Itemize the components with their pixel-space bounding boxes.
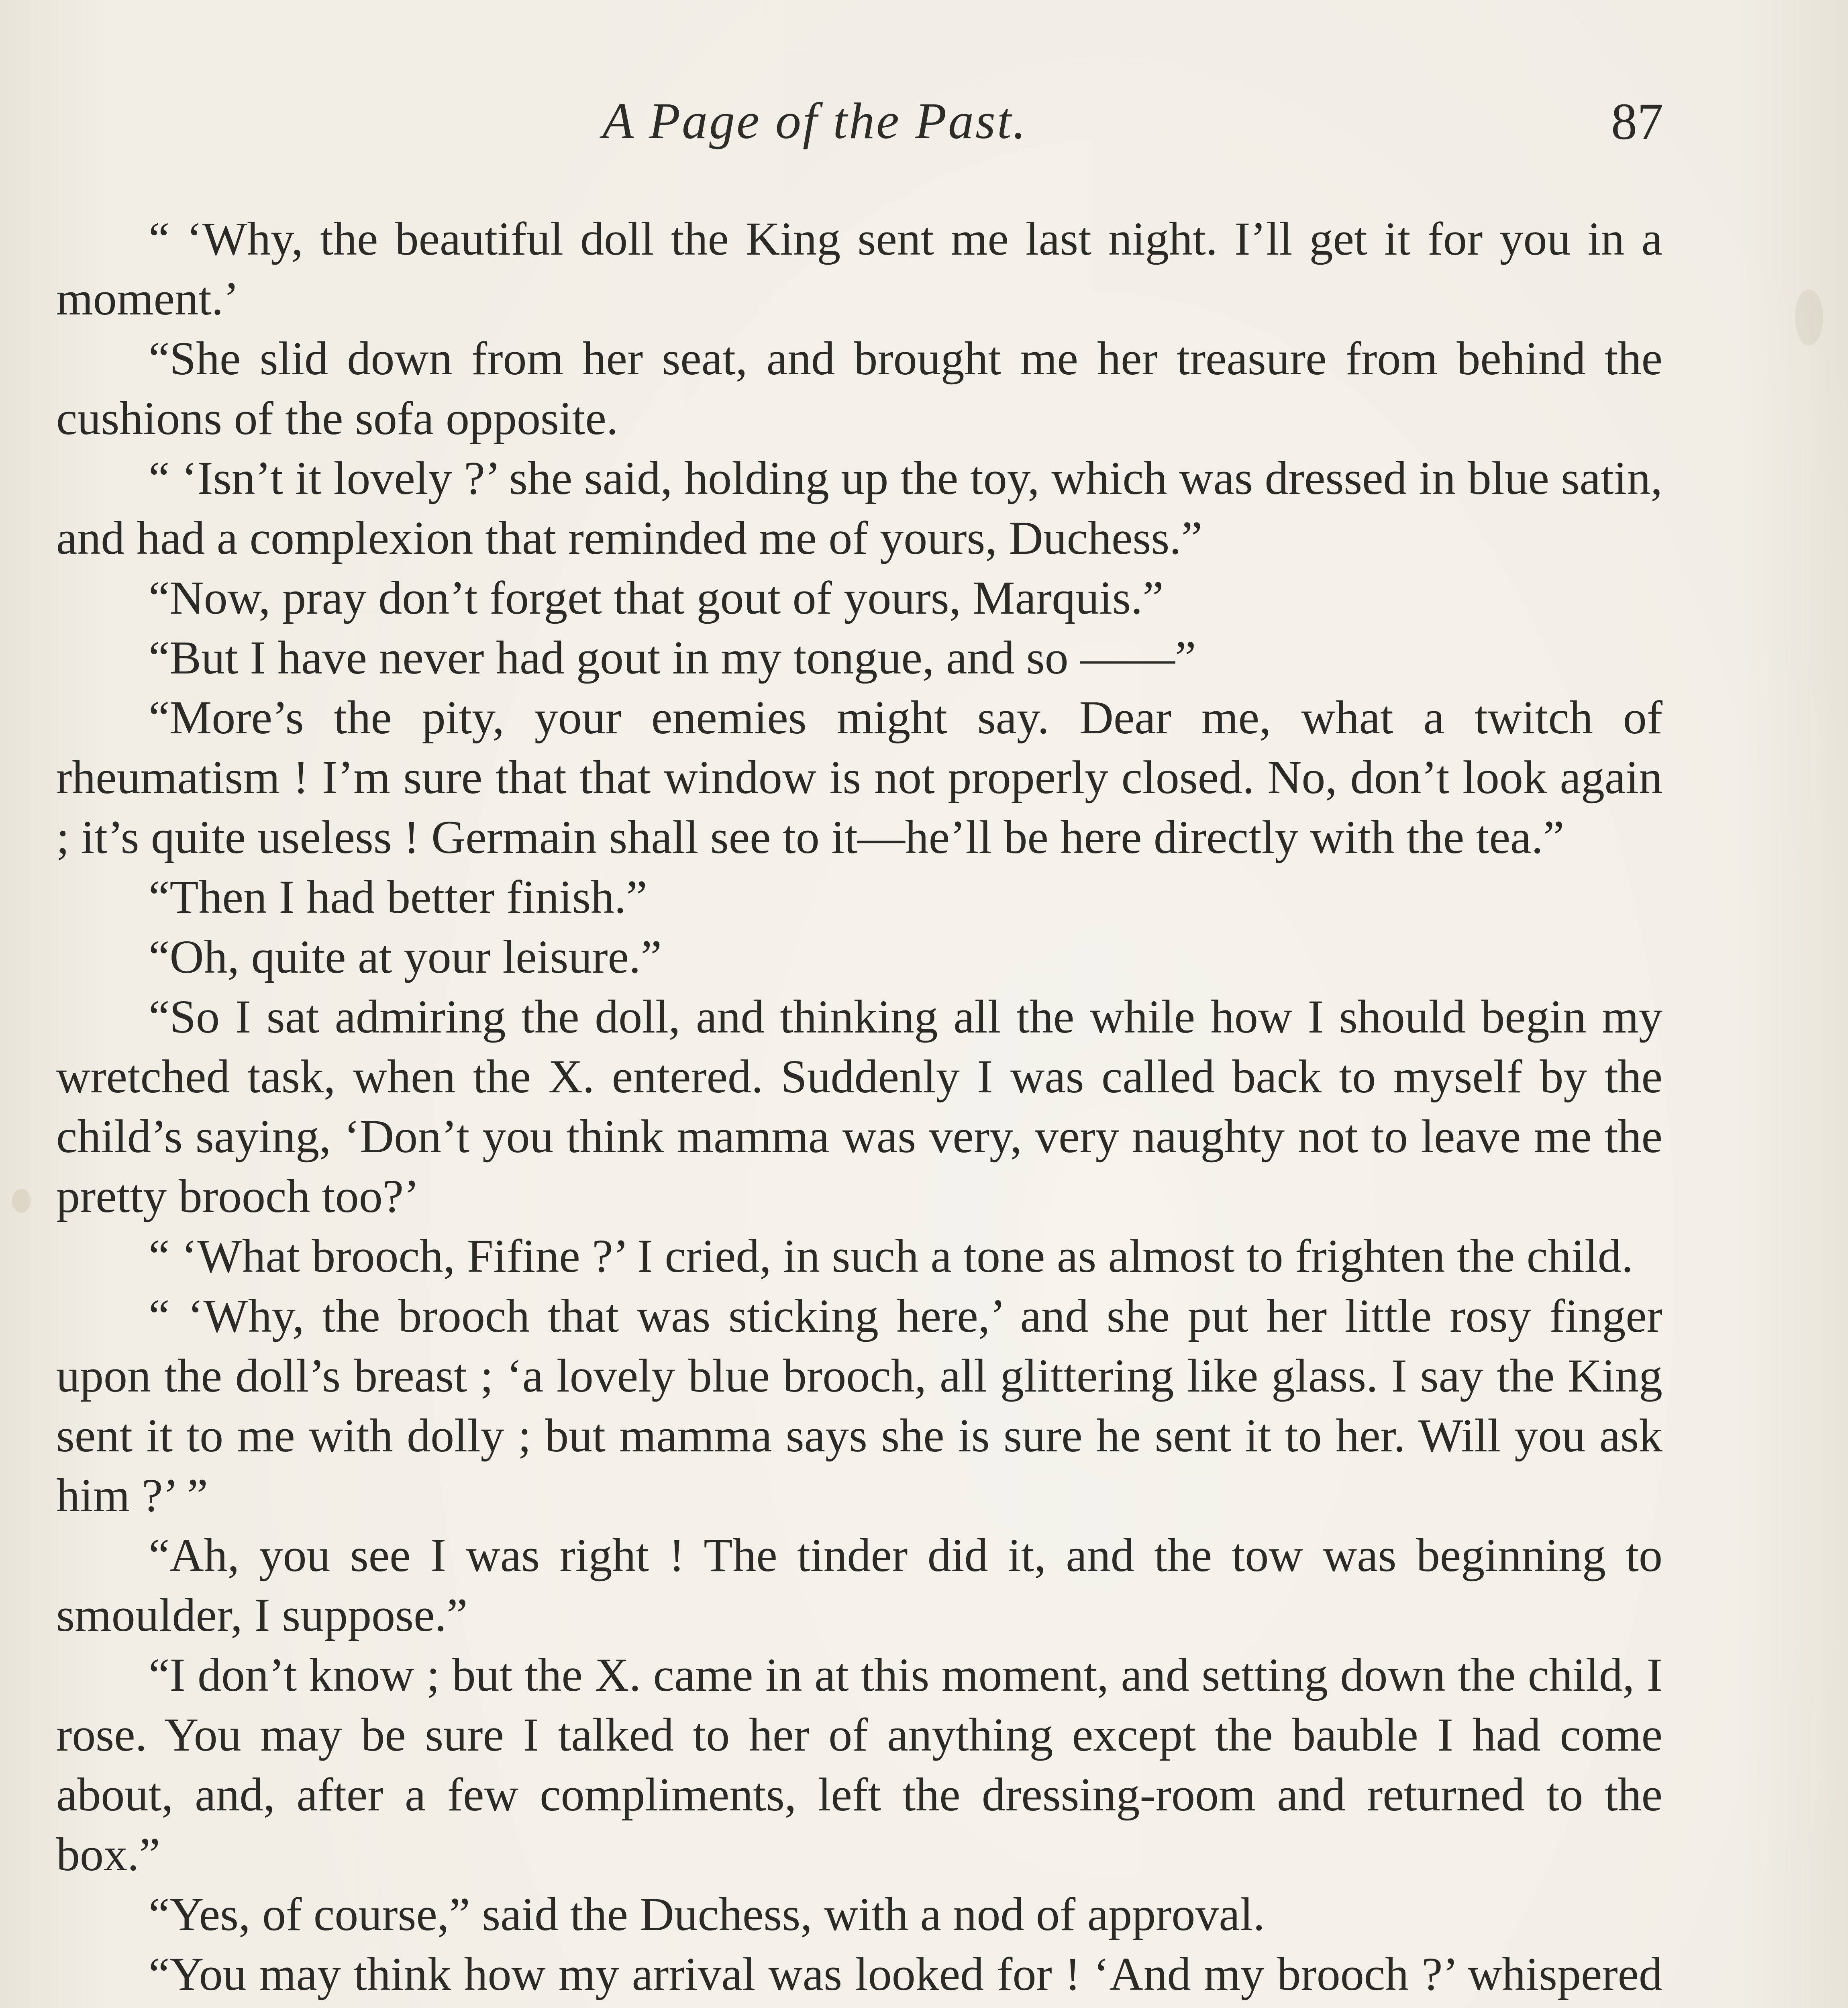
paragraph: “Oh, quite at your leisure.” xyxy=(149,931,662,983)
paragraph: “So I sat admiring the doll, and thinking all the while how I should begin my wretched task, when the X. entered. Suddenly I was called back to myself by the child’s saying, ‘Don’t you think mamma was very, very naughty not to leave me the pretty brooch too?’ xyxy=(56,990,1662,1222)
paragraph: “But I have never had gout in my tongue, and so ——” xyxy=(149,631,1196,684)
paragraph: “She slid down from her seat, and brought me her treasure from behind the cushions of the sofa opposite. xyxy=(56,332,1662,445)
paragraph: “Then I had better finish.” xyxy=(149,871,647,923)
paper-stain xyxy=(1795,289,1823,345)
paragraph: “ ‘Why, the brooch that was sticking here,’ and she put her little rosy finger upon the doll’s breast ; ‘a lovely blue brooch, all glittering like glass. I say the King sent it to me with dolly ; but mamma says she is sure he sent it to her. Will you ask him ?’ ” xyxy=(56,1290,1662,1522)
paragraph: “Yes, of course,” said the Duchess, with a nod of approval. xyxy=(149,1888,1265,1941)
page-number: 87 xyxy=(1611,93,1663,151)
running-title: A Page of the Past. xyxy=(602,92,1028,149)
paragraph: “ ‘Isn’t it lovely ?’ she said, holding up the toy, which was dressed in blue satin, and had a complexion that reminded me of yours, Duchess.” xyxy=(56,452,1662,564)
paper-stain xyxy=(12,1189,31,1213)
paragraph: “Ah, you see I was right ! The tinder did it, and the tow was beginning to smoulder, I suppose.” xyxy=(56,1529,1662,1641)
paragraph: “More’s the pity, your enemies might say. Dear me, what a twitch of rheumatism ! I’m sure that that window is not properly closed. No, don’t look again ; it’s quite useless ! Germain shall see to it—he’ll be here directly with the tea.” xyxy=(56,691,1662,863)
paragraph: “Now, pray don’t forget that gout of yours, Marquis.” xyxy=(149,571,1164,624)
paragraph: “ ‘What brooch, Fifine ?’ I cried, in such a tone as almost to frighten the child. xyxy=(149,1230,1634,1282)
paragraph: “I don’t know ; but the X. came in at this moment, and setting down the child, I rose. You may be sure I talked to her of anything except the bauble I had come about, and, after a few compliments, left the dressing-room and returned to the box.” xyxy=(56,1649,1662,1881)
paragraph: “ ‘Why, the beautiful doll the King sent me last night. I’ll get it for you in a moment.’ xyxy=(56,212,1662,325)
body-text xyxy=(56,209,1662,2008)
paragraph: “You may think how my arrival was looked for ! ‘And my brooch ?’ whispered xyxy=(149,1948,1662,2000)
page-header xyxy=(56,92,1662,168)
